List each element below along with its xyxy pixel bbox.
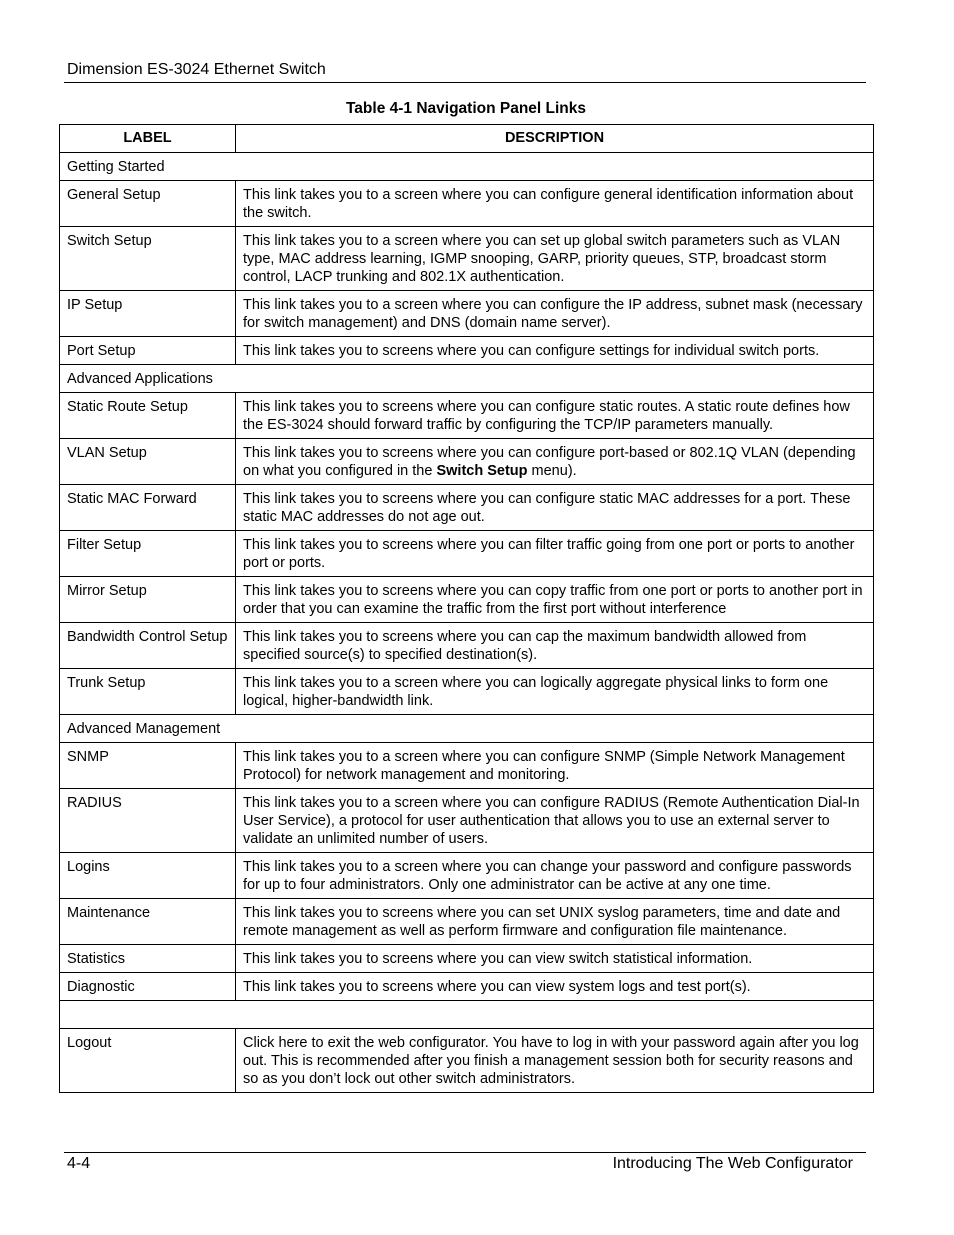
description-cell: Click here to exit the web configurator. You have to log in with your password again after you log out. This is recommended after you finish a management session both for security reasons and so as you don’t lock out other switch administrators. [236, 1029, 874, 1093]
description-cell: This link takes you to a screen where you can logically aggregate physical links to form one logical, higher-bandwidth link. [236, 669, 874, 715]
section-heading: Advanced Management [60, 715, 874, 743]
section-row [60, 153, 874, 181]
label-cell: Logins [60, 853, 236, 899]
table-row [60, 669, 874, 715]
label-cell: Trunk Setup [60, 669, 236, 715]
description-cell: This link takes you to a screen where you can configure RADIUS (Remote Authentication Dial-In User Service), a protocol for user authentication that allows you to use an external server to validate an unlimited number of users. [236, 789, 874, 853]
table-row [60, 623, 874, 669]
label-cell: Port Setup [60, 337, 236, 365]
description-cell [236, 439, 874, 485]
label-cell: Statistics [60, 945, 236, 973]
description-cell: This link takes you to a screen where you can set up global switch parameters such as VLAN type, MAC address learning, IGMP snooping, GARP, priority queues, STP, broadcast storm control, LACP trunking and 802.1X authentication. [236, 227, 874, 291]
label-cell: Maintenance [60, 899, 236, 945]
table-row [60, 181, 874, 227]
chapter-title: Introducing The Web Configurator [612, 1155, 853, 1172]
label-cell: Static MAC Forward [60, 485, 236, 531]
section-heading: Advanced Applications [60, 365, 874, 393]
table-row [60, 577, 874, 623]
table-row [60, 853, 874, 899]
spacer-row [60, 1001, 874, 1029]
label-cell: RADIUS [60, 789, 236, 853]
page-number: 4-4 [67, 1155, 91, 1172]
table-row [60, 973, 874, 1001]
description-cell: This link takes you to a screen where you can change your password and configure passwords for up to four administrators. Only one administrator can be active at any one time. [236, 853, 874, 899]
description-cell: This link takes you to a screen where you can configure the IP address, subnet mask (necessary for switch management) and DNS (domain name server). [236, 291, 874, 337]
table-row [60, 1029, 874, 1093]
label-cell: Mirror Setup [60, 577, 236, 623]
header-divider [64, 82, 866, 83]
table-row [60, 337, 874, 365]
label-cell: VLAN Setup [60, 439, 236, 485]
table-row [60, 291, 874, 337]
table-row [60, 439, 874, 485]
table-row [60, 227, 874, 291]
description-cell: This link takes you to screens where you can configure static routes. A static route defines how the ES-3024 should forward traffic by configuring the TCP/IP parameters manually. [236, 393, 874, 439]
description-cell: This link takes you to screens where you can set UNIX syslog parameters, time and date and remote management as well as perform firmware and configuration file maintenance. [236, 899, 874, 945]
table-row [60, 945, 874, 973]
description-cell: This link takes you to screens where you can filter traffic going from one port or ports to another port or ports. [236, 531, 874, 577]
description-cell: This link takes you to screens where you can configure static MAC addresses for a port. These static MAC addresses do not age out. [236, 485, 874, 531]
description-cell: This link takes you to screens where you can copy traffic from one port or ports to another port in order that you can examine the traffic from the first port without interference [236, 577, 874, 623]
column-header-label: LABEL [60, 125, 236, 153]
label-cell: SNMP [60, 743, 236, 789]
table-body [60, 153, 874, 1093]
table-row [60, 899, 874, 945]
description-text: menu). [527, 463, 577, 479]
column-header-description: DESCRIPTION [236, 125, 874, 153]
description-cell: This link takes you to screens where you can cap the maximum bandwidth allowed from specified source(s) to specified destination(s). [236, 623, 874, 669]
table-row [60, 743, 874, 789]
description-text: This link takes you to screens where you can configure port-based or 802.1Q VLAN (depending on what you configured in the [243, 445, 856, 479]
table-header-row [60, 125, 874, 153]
description-cell: This link takes you to screens where you can view switch statistical information. [236, 945, 874, 973]
label-cell: General Setup [60, 181, 236, 227]
section-heading: Getting Started [60, 153, 874, 181]
label-cell: Diagnostic [60, 973, 236, 1001]
label-cell: Bandwidth Control Setup [60, 623, 236, 669]
label-cell: Logout [60, 1029, 236, 1093]
table-row [60, 531, 874, 577]
table-caption: Table 4-1 Navigation Panel Links [345, 100, 587, 117]
description-cell: This link takes you to a screen where you can configure general identification information about the switch. [236, 181, 874, 227]
table-row [60, 485, 874, 531]
section-row [60, 365, 874, 393]
description-cell: This link takes you to screens where you can configure settings for individual switch ports. [236, 337, 874, 365]
description-cell: This link takes you to screens where you can view system logs and test port(s). [236, 973, 874, 1001]
label-cell: Switch Setup [60, 227, 236, 291]
navigation-panel-links-table [59, 124, 874, 1093]
footer-divider [64, 1152, 866, 1153]
label-cell: IP Setup [60, 291, 236, 337]
table-row [60, 789, 874, 853]
label-cell: Static Route Setup [60, 393, 236, 439]
label-cell: Filter Setup [60, 531, 236, 577]
description-cell: This link takes you to a screen where you can configure SNMP (Simple Network Management Protocol) for network management and monitoring. [236, 743, 874, 789]
spacer-cell [60, 1001, 874, 1029]
document-header-title: Dimension ES-3024 Ethernet Switch [67, 61, 326, 78]
section-row [60, 715, 874, 743]
table-row [60, 393, 874, 439]
menu-reference: Switch Setup [436, 463, 528, 479]
